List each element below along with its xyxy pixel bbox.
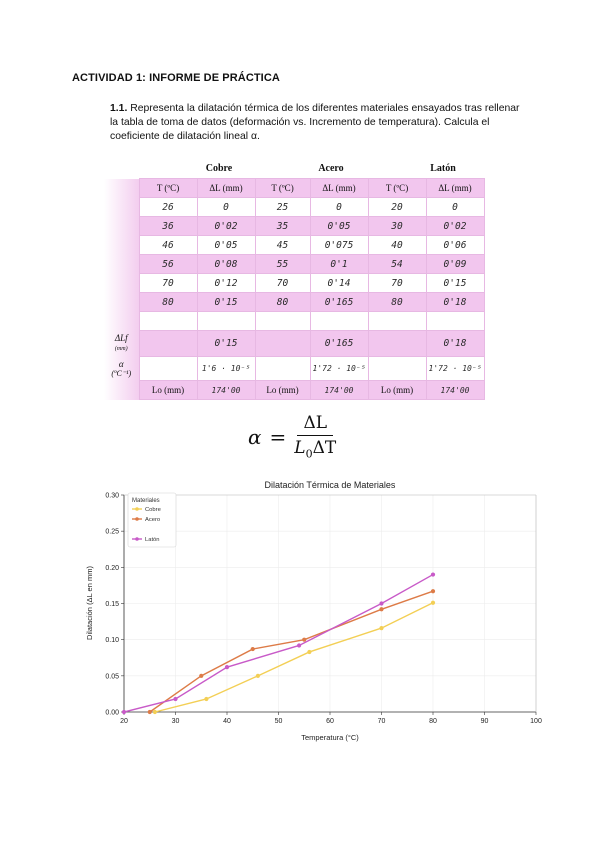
table-cell: 0'06 bbox=[426, 236, 484, 255]
table-cell bbox=[255, 357, 310, 381]
table-cell: 0 bbox=[310, 198, 368, 217]
table-cell bbox=[197, 312, 255, 331]
x-tick-label: 30 bbox=[171, 718, 180, 725]
table-row bbox=[104, 293, 484, 312]
x-tick-label: 40 bbox=[223, 718, 231, 725]
legend-title: Materiales bbox=[132, 498, 160, 504]
alpha-label: α (ºC⁻¹) bbox=[104, 357, 139, 381]
x-tick-label: 80 bbox=[429, 718, 437, 725]
table-cell: 0'14 bbox=[310, 274, 368, 293]
table-row-empty bbox=[104, 312, 484, 331]
table-cell: 0'15 bbox=[197, 293, 255, 312]
data-point bbox=[153, 710, 157, 714]
data-point bbox=[379, 607, 383, 611]
lo-label: Lo (mm) bbox=[139, 381, 197, 400]
table-row bbox=[104, 255, 484, 274]
table-cell: 80 bbox=[255, 293, 310, 312]
col-header: ΔL (mm) bbox=[197, 179, 255, 198]
data-point bbox=[431, 572, 435, 576]
table-cell bbox=[310, 312, 368, 331]
col-header: T (ºC) bbox=[368, 179, 426, 198]
table-cell: 40 bbox=[368, 236, 426, 255]
table-row-dlf bbox=[104, 331, 484, 357]
data-point bbox=[122, 710, 126, 714]
lo-laton: 174'00 bbox=[426, 381, 484, 400]
group-header-laton: Latón bbox=[430, 163, 456, 174]
data-point bbox=[251, 647, 255, 651]
table-cell: 30 bbox=[368, 217, 426, 236]
x-tick-label: 50 bbox=[274, 718, 283, 725]
data-point bbox=[148, 710, 152, 714]
col-header: T (ºC) bbox=[255, 179, 310, 198]
table-row-alpha bbox=[104, 357, 484, 381]
legend-entry: Cobre bbox=[145, 507, 161, 513]
data-point bbox=[379, 626, 383, 630]
x-axis-label: Temperatura (°C) bbox=[301, 733, 359, 742]
table-row bbox=[104, 236, 484, 255]
table-cell: 0'075 bbox=[310, 236, 368, 255]
y-tick-label: 0.15 bbox=[105, 601, 119, 608]
table-cell: 46 bbox=[139, 236, 197, 255]
data-point bbox=[297, 643, 301, 647]
lo-label: Lo (mm) bbox=[368, 381, 426, 400]
table-cell: 80 bbox=[139, 293, 197, 312]
formula-numerator: ΔL bbox=[297, 413, 333, 436]
table-cell: 0'165 bbox=[310, 293, 368, 312]
table-cell: 0'05 bbox=[197, 236, 255, 255]
col-header: ΔL (mm) bbox=[426, 179, 484, 198]
legend bbox=[128, 493, 176, 547]
legend-marker bbox=[135, 537, 139, 541]
lo-spacer bbox=[104, 381, 139, 400]
dlf-cobre: 0'15 bbox=[197, 331, 255, 357]
table-cell bbox=[139, 357, 197, 381]
table-cell: 70 bbox=[255, 274, 310, 293]
formula-lhs: α bbox=[248, 424, 262, 449]
data-point bbox=[204, 697, 208, 701]
intro-paragraph bbox=[110, 102, 520, 144]
table-cell: 0'15 bbox=[426, 274, 484, 293]
data-point bbox=[431, 589, 435, 593]
table-cell bbox=[139, 312, 197, 331]
table-cell: 0'08 bbox=[197, 255, 255, 274]
label-spacer bbox=[104, 179, 139, 331]
dlf-laton: 0'18 bbox=[426, 331, 484, 357]
group-header-acero: Acero bbox=[318, 163, 344, 174]
col-header: ΔL (mm) bbox=[310, 179, 368, 198]
table-row-lo bbox=[104, 381, 484, 400]
data-point bbox=[225, 665, 229, 669]
formula-fraction bbox=[294, 413, 336, 460]
table-cell bbox=[255, 331, 310, 357]
legend-marker bbox=[135, 507, 139, 511]
lo-cobre: 174'00 bbox=[197, 381, 255, 400]
table-cell bbox=[368, 331, 426, 357]
formula-equals: = bbox=[269, 424, 287, 449]
table-cell: 45 bbox=[255, 236, 310, 255]
intro-number: 1.1. bbox=[110, 103, 128, 114]
x-tick-label: 90 bbox=[480, 718, 489, 725]
table-cell: 26 bbox=[139, 198, 197, 217]
lo-acero: 174'00 bbox=[310, 381, 368, 400]
table-cell: 70 bbox=[139, 274, 197, 293]
data-point bbox=[256, 674, 260, 678]
lo-label: Lo (mm) bbox=[255, 381, 310, 400]
alpha-cobre: 1'6 · 10⁻⁵ bbox=[197, 357, 255, 381]
x-tick-label: 70 bbox=[377, 718, 386, 725]
table-cell: 0 bbox=[426, 198, 484, 217]
legend-marker bbox=[135, 517, 139, 521]
table-cell: 0'12 bbox=[197, 274, 255, 293]
legend-entry: Acero bbox=[145, 517, 161, 523]
data-point bbox=[302, 638, 306, 642]
dlf-label: ΔLf (mm) bbox=[104, 331, 139, 357]
data-point bbox=[173, 697, 177, 701]
table-cell: 0'1 bbox=[310, 255, 368, 274]
table-row bbox=[104, 198, 484, 217]
y-axis-label: Dilatación (ΔL en mm) bbox=[85, 566, 94, 640]
alpha-laton: 1'72 · 10⁻⁵ bbox=[426, 357, 484, 381]
table-cell: 56 bbox=[139, 255, 197, 274]
table-header-row bbox=[104, 179, 484, 198]
intro-text: Representa la dilatación térmica de los diferentes materiales ensayados tras rellenar la tabla de toma de datos (deformación vs. Incremento de temperatura). Calcula el coeficiente de dilatación lineal α. bbox=[110, 103, 520, 142]
table-cell: 70 bbox=[368, 274, 426, 293]
table-cell: 20 bbox=[368, 198, 426, 217]
y-tick-label: 0.05 bbox=[105, 673, 119, 681]
y-tick-label: 0.25 bbox=[105, 528, 119, 536]
table-cell bbox=[426, 312, 484, 331]
legend-entry: Latón bbox=[145, 537, 160, 543]
table-cell bbox=[368, 357, 426, 381]
col-header: T (ºC) bbox=[139, 179, 197, 198]
table-cell bbox=[368, 312, 426, 331]
chart-title: Dilatación Térmica de Materiales bbox=[264, 480, 396, 490]
table-cell: 0'18 bbox=[426, 293, 484, 312]
formula-denominator: $L_0\Delta T$ bbox=[294, 438, 337, 461]
y-tick-label: 0.00 bbox=[105, 709, 119, 717]
alpha-acero: 1'72 · 10⁻⁵ bbox=[310, 357, 368, 381]
y-tick-label: 0.20 bbox=[105, 564, 119, 572]
table-cell: 35 bbox=[255, 217, 310, 236]
table-cell: 25 bbox=[255, 198, 310, 217]
table-cell: 36 bbox=[139, 217, 197, 236]
table-cell bbox=[255, 312, 310, 331]
x-tick-label: 60 bbox=[326, 718, 334, 725]
table-cell: 55 bbox=[255, 255, 310, 274]
table-cell: 0'02 bbox=[426, 217, 484, 236]
activity-heading: ACTIVIDAD 1: INFORME DE PRÁCTICA bbox=[72, 72, 280, 84]
table-cell: 54 bbox=[368, 255, 426, 274]
y-tick-label: 0.30 bbox=[105, 492, 119, 500]
data-point bbox=[431, 601, 435, 605]
group-header-cobre: Cobre bbox=[205, 163, 233, 174]
table-cell bbox=[139, 331, 197, 357]
dilation-chart bbox=[80, 472, 550, 752]
data-point bbox=[379, 601, 383, 605]
table-cell: 0'02 bbox=[197, 217, 255, 236]
table-cell: 0'09 bbox=[426, 255, 484, 274]
x-tick-label: 20 bbox=[120, 718, 128, 725]
y-tick-label: 0.10 bbox=[105, 637, 119, 645]
data-table bbox=[104, 178, 485, 400]
dlf-acero: 0'165 bbox=[310, 331, 368, 357]
table-cell: 0'05 bbox=[310, 217, 368, 236]
data-point bbox=[307, 650, 311, 654]
table-cell: 80 bbox=[368, 293, 426, 312]
table-cell: 0 bbox=[197, 198, 255, 217]
table-row bbox=[104, 217, 484, 236]
x-tick-label: 100 bbox=[530, 718, 542, 725]
data-point bbox=[199, 674, 203, 678]
alpha-formula bbox=[248, 413, 336, 460]
table-row bbox=[104, 274, 484, 293]
